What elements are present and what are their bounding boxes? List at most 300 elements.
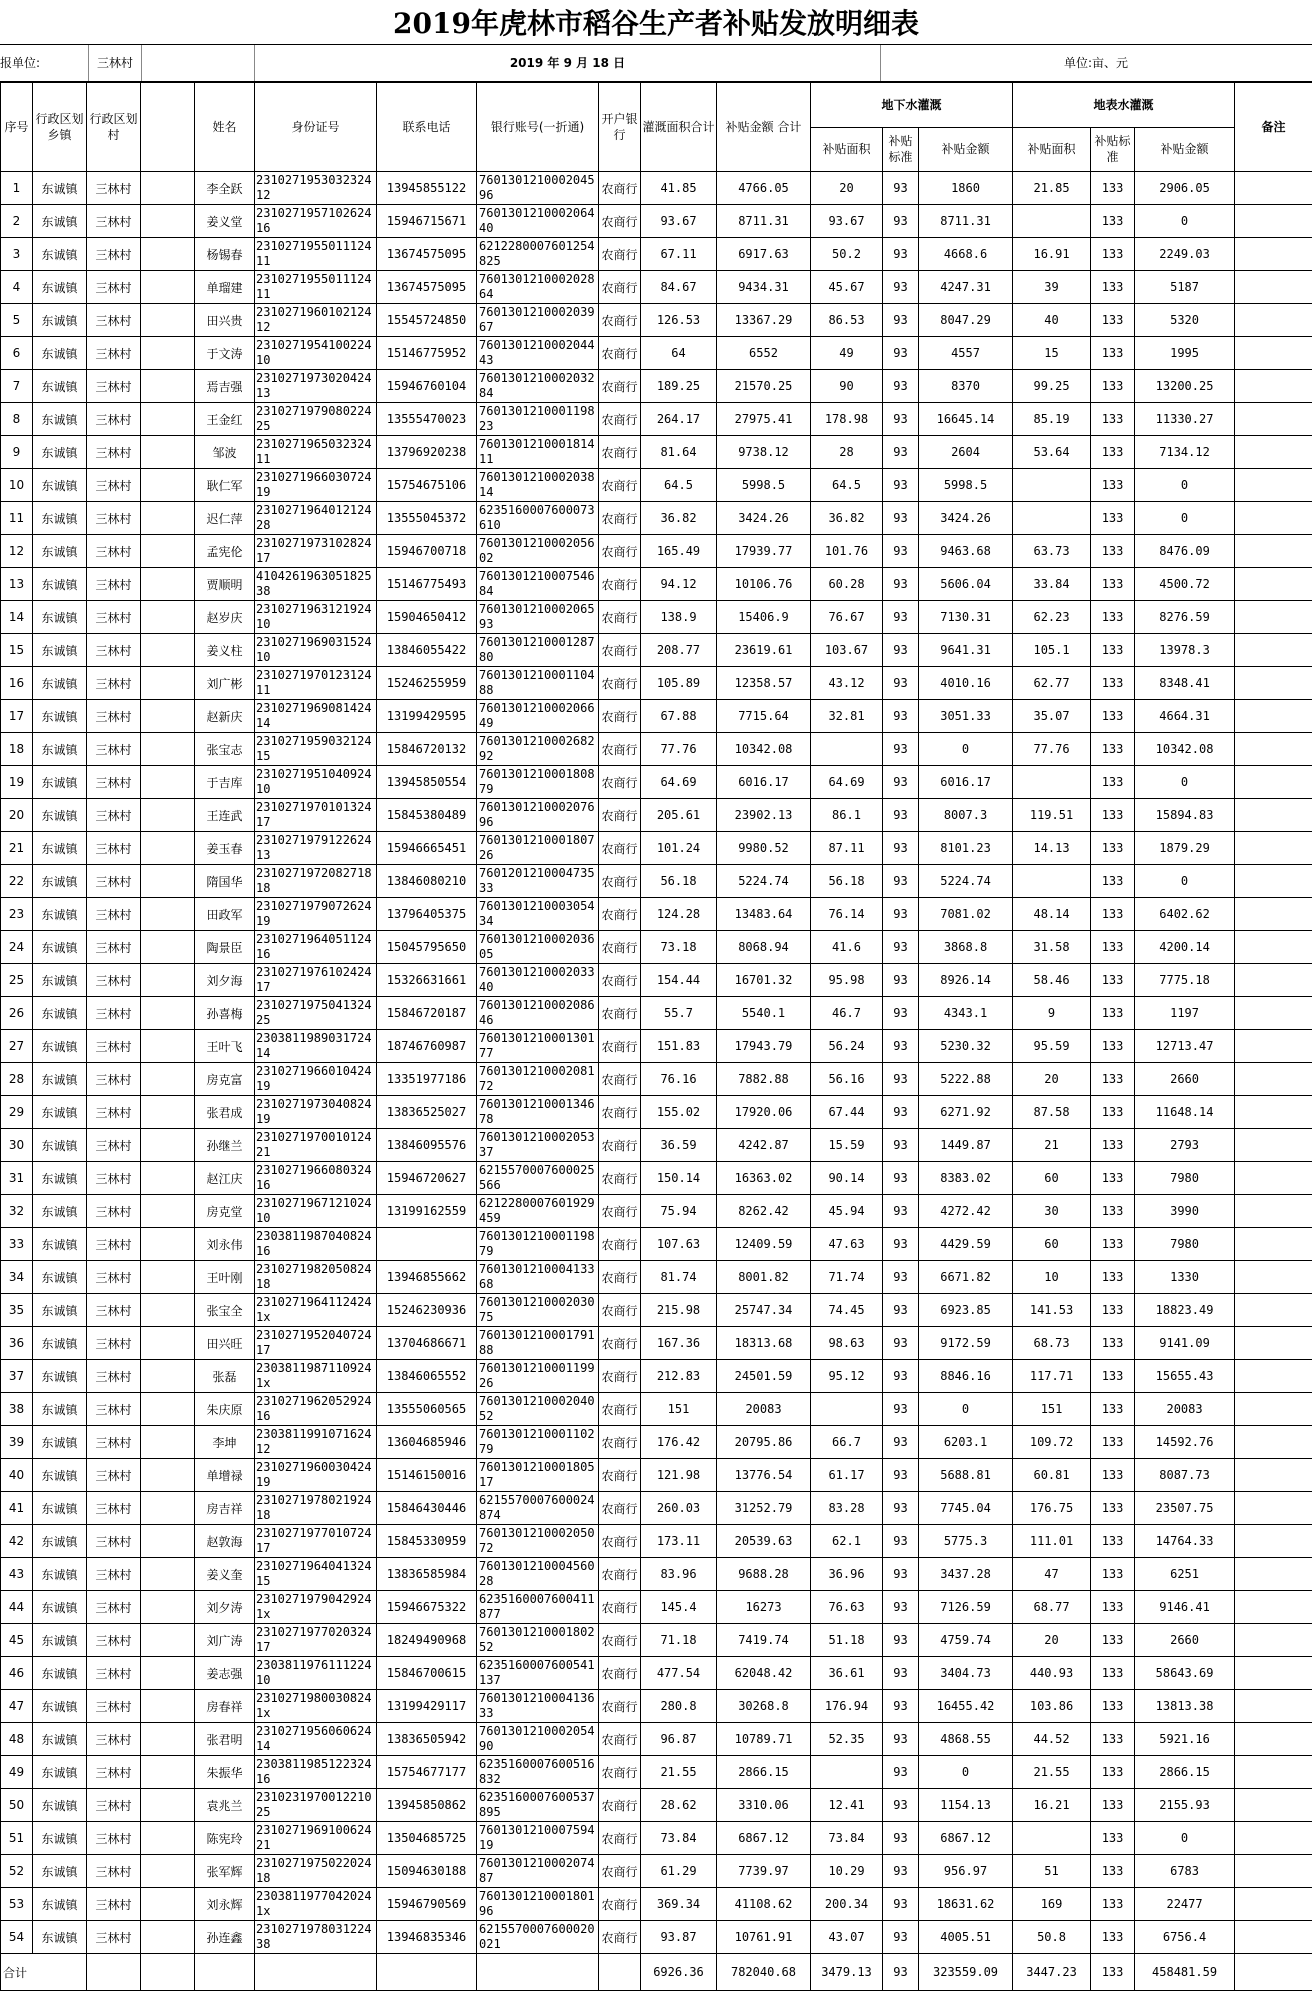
cell-total-amount: 5540.1 <box>717 997 811 1030</box>
cell-blank <box>141 766 195 799</box>
cell-account: 760130121000180196 <box>477 1888 599 1921</box>
cell-bank: 农商行 <box>599 832 641 865</box>
cell-account: 6215570007600020021 <box>477 1921 599 1954</box>
cell-total-amount: 17920.06 <box>717 1096 811 1129</box>
cell-total-area: 64 <box>641 337 717 370</box>
cell-town: 东诚镇 <box>33 667 87 700</box>
cell-seq: 51 <box>1 1822 33 1855</box>
cell-remark <box>1235 205 1312 238</box>
cell-seq: 49 <box>1 1756 33 1789</box>
cell-id-number: 23102719641124241x <box>255 1294 377 1327</box>
cell-total-amount: 7882.88 <box>717 1063 811 1096</box>
cell-ground-amount: 6203.1 <box>919 1426 1013 1459</box>
cell-remark <box>1235 271 1312 304</box>
cell-blank <box>141 1723 195 1756</box>
table-row <box>1 535 1312 568</box>
cell-total-area: 76.16 <box>641 1063 717 1096</box>
cell-surface-rate: 133 <box>1091 733 1135 766</box>
cell-ground-amount: 8101.23 <box>919 832 1013 865</box>
cell-town: 东诚镇 <box>33 700 87 733</box>
cell-account: 760130121000754684 <box>477 568 599 601</box>
cell-account: 760130121000203075 <box>477 1294 599 1327</box>
cell-surface-rate: 133 <box>1091 667 1135 700</box>
cell-name: 隋国华 <box>195 865 255 898</box>
cell-id-number: 231027197803122438 <box>255 1921 377 1954</box>
cell-total-amount: 2866.15 <box>717 1756 811 1789</box>
cell-seq: 37 <box>1 1360 33 1393</box>
cell-phone: 13946835346 <box>377 1921 477 1954</box>
cell-surface-amount: 1330 <box>1135 1261 1235 1294</box>
cell-seq: 6 <box>1 337 33 370</box>
cell-id-number: 23038119871109241x <box>255 1360 377 1393</box>
cell-ground-rate: 93 <box>883 1657 919 1690</box>
cell-surface-area: 119.51 <box>1013 799 1091 832</box>
cell-ground-rate: 93 <box>883 535 919 568</box>
table-row <box>1 502 1312 535</box>
cell-id-number: 231027195410022410 <box>255 337 377 370</box>
cell-name: 孙连鑫 <box>195 1921 255 1954</box>
cell-bank: 农商行 <box>599 700 641 733</box>
cell-id-number: 231027196312192410 <box>255 601 377 634</box>
cell-surface-amount: 6756.4 <box>1135 1921 1235 1954</box>
cell-remark <box>1235 337 1312 370</box>
cell-surface-rate: 133 <box>1091 964 1135 997</box>
cell-total-area: 73.84 <box>641 1822 717 1855</box>
cell-ground-rate: 93 <box>883 667 919 700</box>
cell-village: 三林村 <box>87 1063 141 1096</box>
cell-ground-amount: 9641.31 <box>919 634 1013 667</box>
cell-town: 东诚镇 <box>33 1063 87 1096</box>
cell-ground-area: 45.67 <box>811 271 883 304</box>
cell-surface-area: 60.81 <box>1013 1459 1091 1492</box>
cell-surface-rate: 133 <box>1091 1162 1135 1195</box>
cell-village: 三林村 <box>87 271 141 304</box>
header-id-number: 身份证号 <box>255 83 377 172</box>
cell-surface-amount: 20083 <box>1135 1393 1235 1426</box>
cell-blank <box>141 1030 195 1063</box>
cell-surface-rate: 133 <box>1091 1360 1135 1393</box>
table-row <box>1 1162 1312 1195</box>
cell-surface-area: 62.23 <box>1013 601 1091 634</box>
cell-name: 刘永辉 <box>195 1888 255 1921</box>
cell-id-number: 231027197208271818 <box>255 865 377 898</box>
cell-ground-area: 86.1 <box>811 799 883 832</box>
cell-surface-amount: 13978.3 <box>1135 634 1235 667</box>
cell-surface-area: 176.75 <box>1013 1492 1091 1525</box>
cell-ground-amount: 4010.16 <box>919 667 1013 700</box>
header-ground-amount: 补贴金额 <box>919 127 1013 172</box>
header-bank: 开户银行 <box>599 83 641 172</box>
header-surface-water-group: 地表水灌溉 <box>1013 83 1235 128</box>
cell-account: 760130121000204443 <box>477 337 599 370</box>
cell-ground-rate: 93 <box>883 1525 919 1558</box>
cell-remark <box>1235 1492 1312 1525</box>
cell-seq: 29 <box>1 1096 33 1129</box>
cell-surface-rate: 133 <box>1091 1921 1135 1954</box>
totals-remark <box>1235 1954 1312 1991</box>
cell-id-number: 231027196503232411 <box>255 436 377 469</box>
cell-account: 760130121000110279 <box>477 1426 599 1459</box>
cell-ground-amount: 16455.42 <box>919 1690 1013 1723</box>
cell-ground-amount: 7081.02 <box>919 898 1013 931</box>
header-total-area: 灌溉面积合计 <box>641 83 717 172</box>
cell-ground-area: 98.63 <box>811 1327 883 1360</box>
header-seq: 序号 <box>1 83 33 172</box>
cell-ground-amount: 2604 <box>919 436 1013 469</box>
cell-ground-amount: 6016.17 <box>919 766 1013 799</box>
table-body <box>1 172 1312 1954</box>
cell-surface-amount: 8276.59 <box>1135 601 1235 634</box>
cell-bank: 农商行 <box>599 1723 641 1756</box>
cell-surface-rate: 133 <box>1091 1657 1135 1690</box>
cell-total-area: 176.42 <box>641 1426 717 1459</box>
cell-ground-area: 28 <box>811 436 883 469</box>
cell-remark <box>1235 502 1312 535</box>
cell-town: 东诚镇 <box>33 1261 87 1294</box>
cell-total-area: 165.49 <box>641 535 717 568</box>
cell-bank: 农商行 <box>599 799 641 832</box>
cell-total-amount: 3424.26 <box>717 502 811 535</box>
cell-remark <box>1235 667 1312 700</box>
cell-ground-rate: 93 <box>883 634 919 667</box>
cell-ground-area: 12.41 <box>811 1789 883 1822</box>
cell-remark <box>1235 172 1312 205</box>
cell-surface-rate: 133 <box>1091 1393 1135 1426</box>
cell-bank: 农商行 <box>599 1294 641 1327</box>
cell-remark <box>1235 931 1312 964</box>
cell-seq: 28 <box>1 1063 33 1096</box>
cell-total-area: 81.64 <box>641 436 717 469</box>
cell-id-number: 231027196908142414 <box>255 700 377 733</box>
cell-surface-rate: 133 <box>1091 568 1135 601</box>
cell-bank: 农商行 <box>599 667 641 700</box>
cell-blank <box>141 535 195 568</box>
cell-phone: 13945855122 <box>377 172 477 205</box>
cell-total-area: 75.94 <box>641 1195 717 1228</box>
cell-account: 6212280007601254825 <box>477 238 599 271</box>
cell-ground-amount: 4247.31 <box>919 271 1013 304</box>
cell-account: 760130121000205602 <box>477 535 599 568</box>
cell-seq: 42 <box>1 1525 33 1558</box>
table-row <box>1 1657 1312 1690</box>
cell-bank: 农商行 <box>599 931 641 964</box>
cell-seq: 17 <box>1 700 33 733</box>
cell-blank <box>141 1558 195 1591</box>
cell-remark <box>1235 1228 1312 1261</box>
cell-name: 耿仁军 <box>195 469 255 502</box>
cell-total-amount: 62048.42 <box>717 1657 811 1690</box>
cell-blank <box>141 997 195 1030</box>
cell-surface-area: 53.64 <box>1013 436 1091 469</box>
cell-ground-area: 20 <box>811 172 883 205</box>
cell-remark <box>1235 898 1312 931</box>
cell-total-amount: 9980.52 <box>717 832 811 865</box>
cell-surface-amount: 10342.08 <box>1135 733 1235 766</box>
cell-phone: 13504685725 <box>377 1822 477 1855</box>
cell-surface-area: 95.59 <box>1013 1030 1091 1063</box>
cell-ground-amount: 1154.13 <box>919 1789 1013 1822</box>
cell-surface-rate: 133 <box>1091 1096 1135 1129</box>
header-phone: 联系电话 <box>377 83 477 172</box>
cell-town: 东诚镇 <box>33 271 87 304</box>
cell-ground-amount: 4343.1 <box>919 997 1013 1030</box>
cell-surface-rate: 133 <box>1091 1129 1135 1162</box>
cell-phone: 15246255959 <box>377 667 477 700</box>
cell-village: 三林村 <box>87 1327 141 1360</box>
cell-village: 三林村 <box>87 1393 141 1426</box>
cell-surface-amount: 7980 <box>1135 1228 1235 1261</box>
cell-surface-amount: 13813.38 <box>1135 1690 1235 1723</box>
cell-village: 三林村 <box>87 1756 141 1789</box>
subheader-row <box>0 45 1312 82</box>
cell-id-number: 231027195501112411 <box>255 271 377 304</box>
cell-total-amount: 8068.94 <box>717 931 811 964</box>
cell-surface-rate: 133 <box>1091 898 1135 931</box>
cell-total-amount: 3310.06 <box>717 1789 811 1822</box>
cell-village: 三林村 <box>87 205 141 238</box>
cell-id-number: 23038119770420241x <box>255 1888 377 1921</box>
cell-phone: 15946720627 <box>377 1162 477 1195</box>
cell-account: 760130121000119926 <box>477 1360 599 1393</box>
cell-surface-area: 35.07 <box>1013 700 1091 733</box>
cell-surface-rate: 133 <box>1091 799 1135 832</box>
cell-total-area: 77.76 <box>641 733 717 766</box>
cell-id-number: 231027197012312411 <box>255 667 377 700</box>
cell-total-amount: 6552 <box>717 337 811 370</box>
cell-phone: 15326631661 <box>377 964 477 997</box>
cell-remark <box>1235 865 1312 898</box>
cell-surface-amount: 9141.09 <box>1135 1327 1235 1360</box>
cell-total-area: 151.83 <box>641 1030 717 1063</box>
cell-seq: 41 <box>1 1492 33 1525</box>
cell-blank <box>141 1525 195 1558</box>
cell-account: 760130121000208646 <box>477 997 599 1030</box>
cell-id-number: 231027197802192418 <box>255 1492 377 1525</box>
cell-ground-area: 73.84 <box>811 1822 883 1855</box>
cell-ground-amount: 0 <box>919 733 1013 766</box>
cell-blank <box>141 1294 195 1327</box>
cell-surface-area: 16.91 <box>1013 238 1091 271</box>
cell-total-area: 41.85 <box>641 172 717 205</box>
cell-name: 于文涛 <box>195 337 255 370</box>
cell-surface-area: 58.46 <box>1013 964 1091 997</box>
cell-account: 760130121000180252 <box>477 1624 599 1657</box>
cell-ground-area: 52.35 <box>811 1723 883 1756</box>
cell-bank: 农商行 <box>599 1558 641 1591</box>
cell-phone: 13674575095 <box>377 238 477 271</box>
cell-ground-rate: 93 <box>883 304 919 337</box>
cell-surface-area: 33.84 <box>1013 568 1091 601</box>
cell-seq: 26 <box>1 997 33 1030</box>
cell-id-number: 231027197907262419 <box>255 898 377 931</box>
cell-town: 东诚镇 <box>33 865 87 898</box>
cell-remark <box>1235 1624 1312 1657</box>
cell-phone: 13604685946 <box>377 1426 477 1459</box>
cell-town: 东诚镇 <box>33 601 87 634</box>
cell-total-amount: 25747.34 <box>717 1294 811 1327</box>
cell-ground-area: 93.67 <box>811 205 883 238</box>
cell-town: 东诚镇 <box>33 1327 87 1360</box>
cell-town: 东诚镇 <box>33 370 87 403</box>
cell-name: 赵新庆 <box>195 700 255 733</box>
cell-name: 贾顺明 <box>195 568 255 601</box>
cell-bank: 农商行 <box>599 1591 641 1624</box>
cell-blank <box>141 1228 195 1261</box>
cell-remark <box>1235 1063 1312 1096</box>
cell-bank: 农商行 <box>599 1162 641 1195</box>
cell-total-amount: 5224.74 <box>717 865 811 898</box>
cell-ground-area: 90 <box>811 370 883 403</box>
table-row <box>1 1327 1312 1360</box>
cell-seq: 48 <box>1 1723 33 1756</box>
cell-surface-rate: 133 <box>1091 1591 1135 1624</box>
cell-bank: 农商行 <box>599 535 641 568</box>
cell-total-amount: 17939.77 <box>717 535 811 568</box>
cell-surface-rate: 133 <box>1091 1690 1135 1723</box>
cell-total-area: 67.88 <box>641 700 717 733</box>
cell-town: 东诚镇 <box>33 799 87 832</box>
cell-blank <box>141 1591 195 1624</box>
cell-ground-rate: 93 <box>883 1294 919 1327</box>
cell-ground-area: 43.07 <box>811 1921 883 1954</box>
cell-account: 760130121000119879 <box>477 1228 599 1261</box>
cell-blank <box>141 799 195 832</box>
cell-ground-area <box>811 1756 883 1789</box>
cell-surface-area: 51 <box>1013 1855 1091 1888</box>
cell-name: 房克富 <box>195 1063 255 1096</box>
cell-surface-amount: 2155.93 <box>1135 1789 1235 1822</box>
totals-surface-amount: 458481.59 <box>1135 1954 1235 1991</box>
cell-account: 760130121000130177 <box>477 1030 599 1063</box>
cell-bank: 农商行 <box>599 601 641 634</box>
document-title: 2019年虎林市稻谷生产者补贴发放明细表 <box>0 0 1312 45</box>
cell-seq: 35 <box>1 1294 33 1327</box>
cell-blank <box>141 370 195 403</box>
cell-surface-rate: 133 <box>1091 1855 1135 1888</box>
cell-ground-area: 101.76 <box>811 535 883 568</box>
cell-ground-area: 200.34 <box>811 1888 883 1921</box>
cell-village: 三林村 <box>87 799 141 832</box>
cell-surface-amount: 5187 <box>1135 271 1235 304</box>
cell-bank: 农商行 <box>599 403 641 436</box>
cell-id-number: 231027196603072419 <box>255 469 377 502</box>
cell-surface-amount: 1197 <box>1135 997 1235 1030</box>
cell-ground-rate: 93 <box>883 1228 919 1261</box>
cell-town: 东诚镇 <box>33 1162 87 1195</box>
cell-blank <box>141 1063 195 1096</box>
cell-town: 东诚镇 <box>33 1492 87 1525</box>
cell-total-area: 28.62 <box>641 1789 717 1822</box>
cell-seq: 16 <box>1 667 33 700</box>
cell-seq: 19 <box>1 766 33 799</box>
cell-total-area: 280.8 <box>641 1690 717 1723</box>
cell-ground-rate: 93 <box>883 766 919 799</box>
cell-ground-amount: 956.97 <box>919 1855 1013 1888</box>
cell-ground-amount: 4557 <box>919 337 1013 370</box>
cell-name: 孙喜梅 <box>195 997 255 1030</box>
cell-name: 刘广彬 <box>195 667 255 700</box>
table-row <box>1 238 1312 271</box>
cell-town: 东诚镇 <box>33 1096 87 1129</box>
cell-ground-area: 15.59 <box>811 1129 883 1162</box>
totals-blank <box>141 1954 195 1991</box>
cell-total-amount: 21570.25 <box>717 370 811 403</box>
table-row <box>1 1228 1312 1261</box>
cell-ground-rate: 93 <box>883 1129 919 1162</box>
cell-id-number: 231027196401212428 <box>255 502 377 535</box>
cell-ground-area <box>811 1393 883 1426</box>
cell-remark <box>1235 1591 1312 1624</box>
cell-village: 三林村 <box>87 1360 141 1393</box>
cell-village: 三林村 <box>87 1723 141 1756</box>
cell-ground-rate: 93 <box>883 1195 919 1228</box>
cell-surface-rate: 133 <box>1091 1294 1135 1327</box>
cell-seq: 30 <box>1 1129 33 1162</box>
cell-total-area: 212.83 <box>641 1360 717 1393</box>
cell-name: 赵敦海 <box>195 1525 255 1558</box>
cell-surface-rate: 133 <box>1091 634 1135 667</box>
cell-village: 三林村 <box>87 1855 141 1888</box>
table-row <box>1 370 1312 403</box>
cell-surface-area <box>1013 865 1091 898</box>
cell-village: 三林村 <box>87 898 141 931</box>
table-row <box>1 1294 1312 1327</box>
table-row <box>1 997 1312 1030</box>
cell-blank <box>141 1921 195 1954</box>
cell-ground-amount: 9172.59 <box>919 1327 1013 1360</box>
cell-surface-area: 117.71 <box>1013 1360 1091 1393</box>
cell-account: 760130121000203284 <box>477 370 599 403</box>
cell-ground-amount: 5998.5 <box>919 469 1013 502</box>
cell-surface-rate: 133 <box>1091 832 1135 865</box>
cell-name: 陶景臣 <box>195 931 255 964</box>
cell-name: 孟宪伦 <box>195 535 255 568</box>
cell-town: 东诚镇 <box>33 832 87 865</box>
cell-ground-amount: 8370 <box>919 370 1013 403</box>
cell-town: 东诚镇 <box>33 1921 87 1954</box>
cell-bank: 农商行 <box>599 1360 641 1393</box>
cell-total-area: 145.4 <box>641 1591 717 1624</box>
cell-surface-rate: 133 <box>1091 865 1135 898</box>
cell-total-area: 96.87 <box>641 1723 717 1756</box>
cell-total-amount: 15406.9 <box>717 601 811 634</box>
cell-bank: 农商行 <box>599 1261 641 1294</box>
header-town: 行政区划乡镇 <box>33 83 87 172</box>
cell-ground-rate: 93 <box>883 1723 919 1756</box>
cell-remark <box>1235 304 1312 337</box>
cell-ground-amount: 1860 <box>919 172 1013 205</box>
cell-village: 三林村 <box>87 865 141 898</box>
cell-name: 赵江庆 <box>195 1162 255 1195</box>
header-name: 姓名 <box>195 83 255 172</box>
cell-village: 三林村 <box>87 1558 141 1591</box>
cell-id-number: 231027197504132425 <box>255 997 377 1030</box>
cell-id-number: 231027197701072417 <box>255 1525 377 1558</box>
cell-village: 三林村 <box>87 733 141 766</box>
cell-remark <box>1235 733 1312 766</box>
cell-account: 760130121000119823 <box>477 403 599 436</box>
cell-town: 东诚镇 <box>33 304 87 337</box>
cell-seq: 12 <box>1 535 33 568</box>
cell-ground-rate: 93 <box>883 1360 919 1393</box>
cell-surface-rate: 133 <box>1091 403 1135 436</box>
table-row <box>1 1888 1312 1921</box>
cell-seq: 27 <box>1 1030 33 1063</box>
cell-ground-amount: 9463.68 <box>919 535 1013 568</box>
cell-ground-amount: 5222.88 <box>919 1063 1013 1096</box>
cell-ground-rate: 93 <box>883 964 919 997</box>
cell-surface-rate: 133 <box>1091 1030 1135 1063</box>
